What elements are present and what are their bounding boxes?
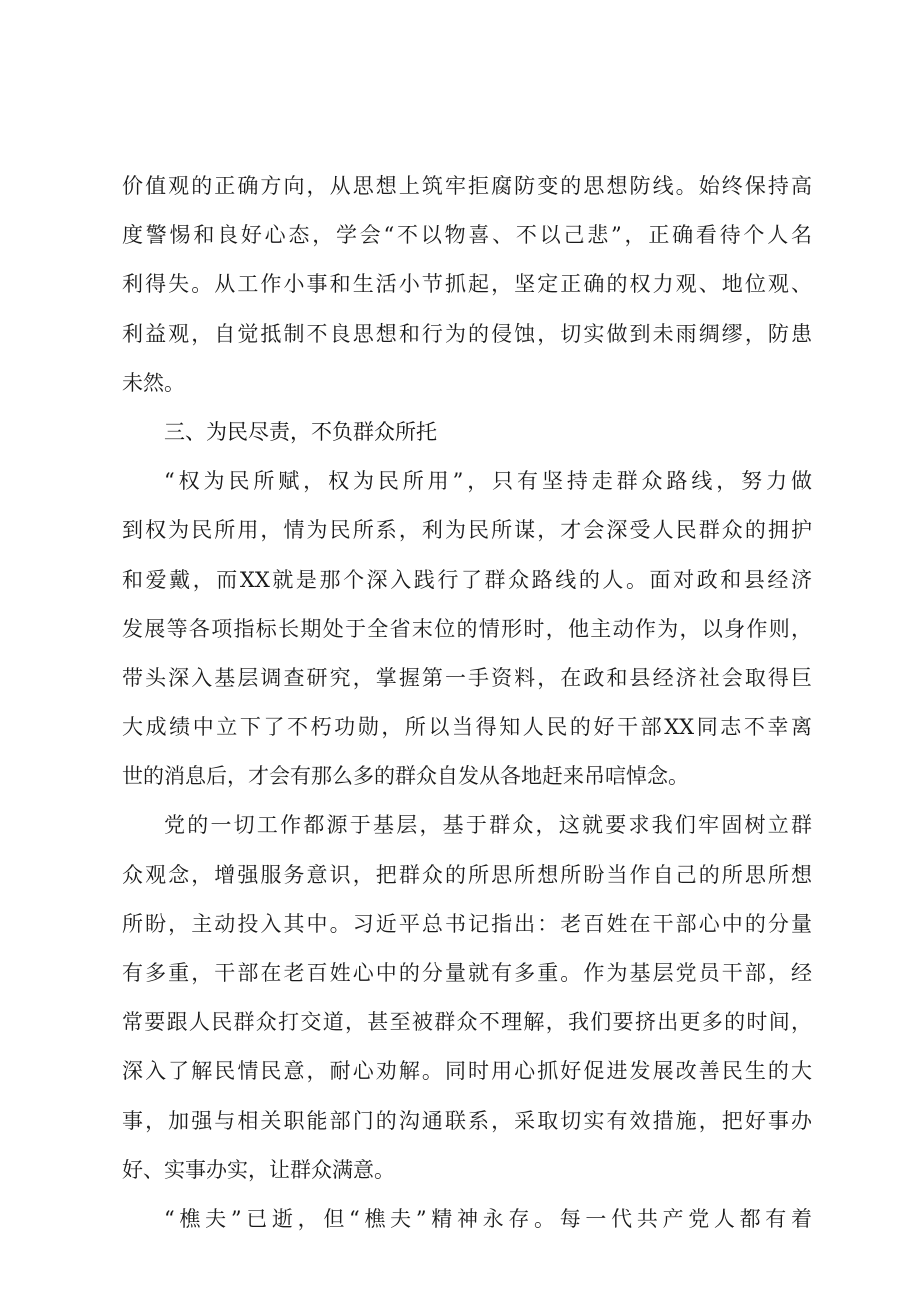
text-line: 发展等各项指标长期处于全省末位的情形时，他主动作为，以身作则，	[122, 616, 812, 641]
text-line: 带头深入基层调查研究，掌握第一手资料，在政和县经济社会取得巨	[122, 665, 812, 690]
text-line: 所盼，主动投入其中。习近平总书记指出：老百姓在干部心中的分量	[122, 911, 812, 936]
text-line: 好、实事办实，让群众满意。	[122, 1157, 395, 1182]
paragraph-first-line: “权为民所赋，权为民所用”，只有坚持走群众路线，努力做	[164, 469, 812, 494]
text-line: 深入了解民情民意，耐心劝解。同时用心抓好促进发展改善民生的大	[122, 1059, 812, 1084]
text-line: 大成绩中立下了不朽功勋，所以当得知人民的好干部XX同志不幸离	[122, 715, 812, 740]
text-line: 利得失。从工作小事和生活小节抓起，坚定正确的权力观、地位观、	[122, 272, 812, 297]
paragraph-first-line: 党的一切工作都源于基层，基于群众，这就要求我们牢固树立群	[164, 813, 812, 838]
text-line: 众观念，增强服务意识，把群众的所思所想所盼当作自己的所思所想	[122, 862, 812, 887]
text-line: 利益观，自觉抵制不良思想和行为的侵蚀，切实做到未雨绸缪，防患	[122, 321, 812, 346]
text-line: 事，加强与相关职能部门的沟通联系，采取切实有效措施，把好事办	[122, 1108, 812, 1133]
paragraph-first-line: “樵夫”已逝，但“樵夫”精神永存。每一代共产党人都有着	[164, 1206, 812, 1231]
text-line: 度警惕和良好心态，学会“不以物喜、不以己悲”，正确看待个人名	[122, 223, 812, 248]
text-line: 价值观的正确方向，从思想上筑牢拒腐防变的思想防线。始终保持高	[122, 174, 812, 198]
text-line: 有多重，干部在老百姓心中的分量就有多重。作为基层党员干部，经	[122, 961, 812, 985]
text-line: 未然。	[122, 370, 185, 395]
text-line: 和爱戴，而XX就是那个深入践行了群众路线的人。面对政和县经济	[122, 567, 812, 592]
text-line: 世的消息后，才会有那么多的群众自发从各地赶来吊唁悼念。	[122, 764, 689, 789]
text-line: 到权为民所用，情为民所系，利为民所谋，才会深受人民群众的拥护	[122, 518, 812, 543]
section-heading: 三、为民尽责，不负群众所托	[164, 419, 437, 444]
document-body	[122, 162, 812, 1244]
text-line: 常要跟人民群众打交道，甚至被群众不理解，我们要挤出更多的时间，	[122, 1010, 812, 1035]
